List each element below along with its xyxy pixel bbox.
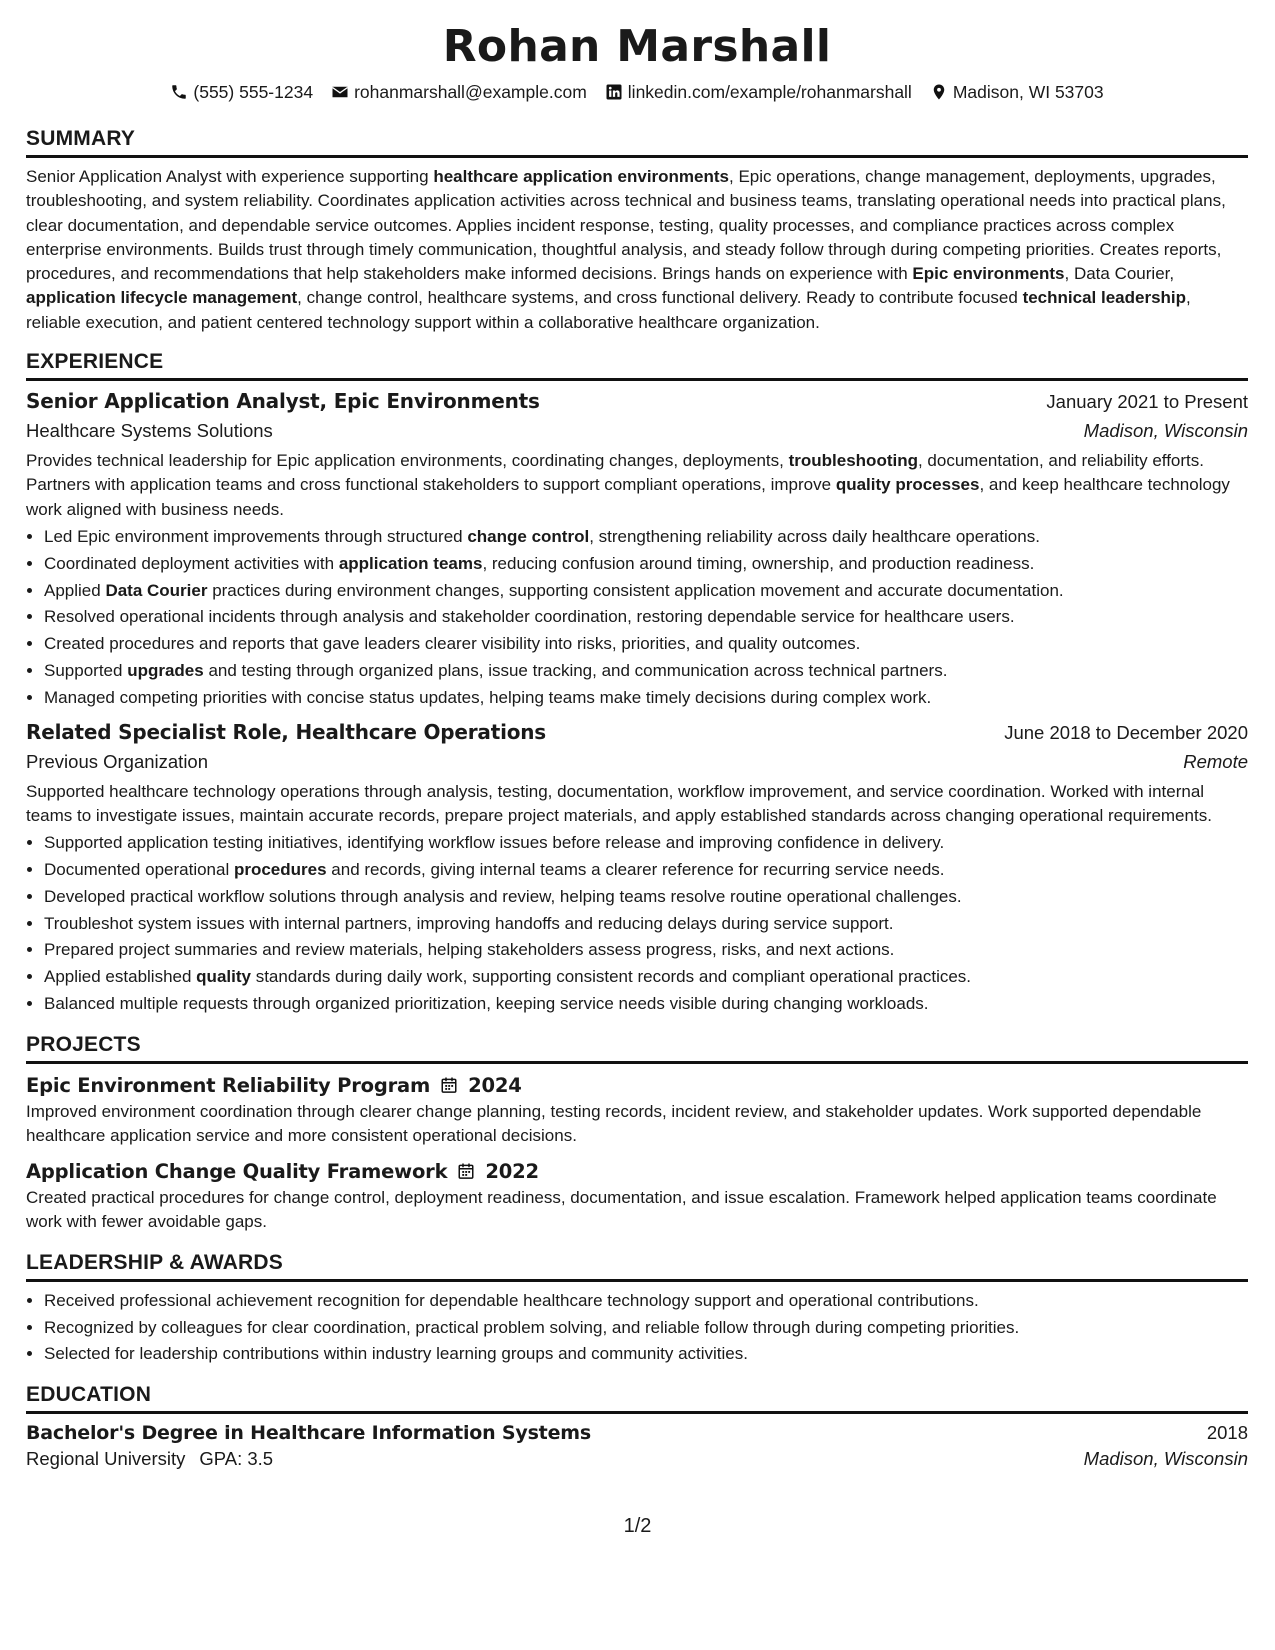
- linkedin-text: linkedin.com/example/rohanmarshall: [627, 82, 912, 102]
- calendar-icon: [457, 1162, 475, 1180]
- project-description: Improved environment coordination through clearer change planning, testing records, incident review, and stakeholder updates. Work supported dependable healthcare application service and more consistent operational decisions.: [26, 1101, 1202, 1145]
- job-dates: June 2018 to December 2020: [1004, 721, 1248, 743]
- job-entry: [26, 389, 1248, 711]
- list-item: • Recognized by colleagues for clear coordination, practical problem solving, and reliable follow through during competing priorities.: [44, 1315, 1248, 1342]
- list-item: • Selected for leadership contributions within industry learning groups and community activities.: [44, 1341, 1248, 1368]
- leadership-list: [26, 1288, 1248, 1368]
- contact-location: [930, 80, 1104, 104]
- contact-email[interactable]: [331, 80, 587, 104]
- page-number: 1/2: [623, 1515, 652, 1537]
- email-text: rohanmarshall@example.com: [354, 82, 587, 102]
- map-pin-icon: [930, 83, 948, 101]
- job-bullets: [26, 830, 1248, 1018]
- section-title-summary: SUMMARY: [26, 126, 1248, 158]
- education-section: [26, 1382, 1248, 1470]
- phone-icon: [170, 83, 188, 101]
- list-item: • Received professional achievement recognition for dependable healthcare technology support and operational contributions.: [44, 1288, 1248, 1315]
- project-entry: [26, 1160, 1248, 1234]
- resume-page: [26, 18, 1248, 1470]
- summary-section: [26, 126, 1248, 335]
- list-item: • Documented operational procedures and records, giving internal teams a clearer reference for recurring service needs.: [44, 857, 1248, 884]
- list-item: • Created procedures and reports that gave leaders clearer visibility into risks, priorities, and quality outcomes.: [44, 631, 1248, 658]
- list-item: • Supported upgrades and testing through organized plans, issue tracking, and communication across technical partners.: [44, 658, 1248, 685]
- leadership-section: [26, 1250, 1248, 1368]
- phone-text: (555) 555-1234: [193, 82, 314, 102]
- location-text: Madison, WI 53703: [952, 82, 1104, 102]
- job-bullets: [26, 524, 1248, 712]
- job-entry: [26, 720, 1248, 1018]
- list-item: • Balanced multiple requests through organized prioritization, keeping service needs visible during changing workloads.: [44, 991, 1248, 1018]
- project-year: 2022: [485, 1159, 539, 1183]
- job-company: Previous Organization: [26, 750, 209, 772]
- job-location: Remote: [1183, 750, 1248, 772]
- education-school: Regional University: [26, 1448, 186, 1470]
- job-description: Supported healthcare technology operations through analysis, testing, documentation, workflow improvement, and service coordination. Worked with internal teams to investigate issues, maintain accurate records, prepare project materials, and apply established standards across changing operational requirements.: [26, 781, 1212, 825]
- job-dates: January 2021 to Present: [1046, 391, 1248, 413]
- section-title-leadership: LEADERSHIP & AWARDS: [26, 1250, 1248, 1282]
- envelope-icon: [331, 83, 349, 101]
- candidate-name: Rohan Marshall: [442, 21, 832, 72]
- job-description: Provides technical leadership for Epic application environments, coordinating changes, deployments, troubleshooting, documentation, and reliability efforts. Partners with application teams and cross functional stakeholders to support compliant operations, improve quality processes, and keep healthcare technology work aligned with business needs.: [26, 451, 1230, 519]
- project-name: Application Change Quality Framework: [26, 1159, 448, 1183]
- list-item: • Coordinated deployment activities with application teams, reducing confusion around timing, ownership, and production readiness.: [44, 551, 1248, 578]
- education-degree: Bachelor's Degree in Healthcare Information Systems: [26, 1422, 591, 1445]
- linkedin-icon: [605, 83, 623, 101]
- list-item: • Managed competing priorities with concise status updates, helping teams make timely decisions during complex work.: [44, 685, 1248, 712]
- project-description: Created practical procedures for change control, deployment readiness, documentation, and issue escalation. Framework helped application teams coordinate work with fewer avoidable gaps.: [26, 1187, 1217, 1231]
- job-location: Madison, Wisconsin: [1083, 420, 1248, 442]
- section-title-projects: PROJECTS: [26, 1032, 1248, 1064]
- project-year: 2024: [468, 1073, 522, 1097]
- education-location: Madison, Wisconsin: [1083, 1448, 1248, 1470]
- section-title-education: EDUCATION: [26, 1382, 1248, 1414]
- list-item: • Applied Data Courier practices during environment changes, supporting consistent application movement and accurate documentation.: [44, 578, 1248, 605]
- contact-linkedin[interactable]: [605, 80, 912, 104]
- experience-section: [26, 349, 1248, 1018]
- list-item: • Applied established quality standards during daily work, supporting consistent records and compliant operational practices.: [44, 964, 1248, 991]
- education-year: 2018: [1206, 1422, 1248, 1444]
- list-item: • Troubleshot system issues with internal partners, improving handoffs and reducing delays during service support.: [44, 911, 1248, 938]
- list-item: • Developed practical workflow solutions through analysis and review, helping teams resolve routine operational challenges.: [44, 884, 1248, 911]
- job-company: Healthcare Systems Solutions: [26, 420, 273, 442]
- list-item: • Resolved operational incidents through analysis and stakeholder coordination, restoring dependable service for healthcare users.: [44, 604, 1248, 631]
- list-item: • Supported application testing initiatives, identifying workflow issues before release and improving confidence in delivery.: [44, 830, 1248, 857]
- job-title: Related Specialist Role, Healthcare Operations: [26, 719, 547, 744]
- calendar-icon: [440, 1076, 458, 1094]
- contact-phone: [170, 80, 313, 104]
- education-gpa: GPA: 3.5: [199, 1448, 274, 1470]
- job-title: Senior Application Analyst, Epic Environments: [26, 389, 540, 414]
- summary-text: Senior Application Analyst with experience supporting healthcare application environments, Epic operations, change management, deployments, upgrades, troubleshooting, and system reliability. Coordinates application activities across technical and business teams, translating operational needs into practical plans, clear documentation, and dependable service outcomes. Applies incident response, testing, quality processes, and compliance practices across complex enterprise environments. Builds trust through timely communication, thoughtful analysis, and steady follow through during competing priorities. Creates reports, procedures, and recommendations that help stakeholders make informed decisions. Brings hands on experience with Epic environments, Data Courier, application lifecycle management, change control, healthcare systems, and cross functional delivery. Ready to contribute focused technical leadership, reliable execution, and patient centered technology support within a collaborative healthcare organization.: [26, 167, 1226, 332]
- projects-section: [26, 1032, 1248, 1234]
- project-name: Epic Environment Reliability Program: [26, 1073, 431, 1097]
- section-title-experience: EXPERIENCE: [26, 349, 1248, 381]
- list-item: • Prepared project summaries and review materials, helping stakeholders assess progress, risks, and next actions.: [44, 937, 1248, 964]
- contact-bar: [26, 80, 1248, 104]
- project-entry: [26, 1074, 1248, 1148]
- list-item: • Led Epic environment improvements through structured change control, strengthening reliability across daily healthcare operations.: [44, 524, 1248, 551]
